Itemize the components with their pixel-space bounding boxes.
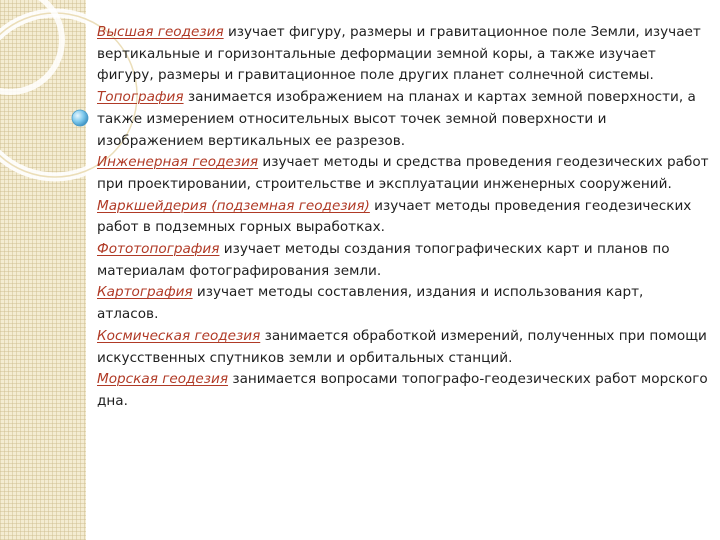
definition-text: изучает методы и средства проведения геодезических работ при проектировании, строительстве и эксплуатации инженерных сооружений. (97, 154, 709, 192)
definition-term: Фототопография (97, 241, 220, 258)
definition-paragraph (97, 87, 709, 152)
definition-term: Морская геодезия (97, 371, 229, 388)
definition-paragraph (97, 282, 709, 325)
definition-paragraph (97, 239, 709, 282)
definition-text: занимается вопросами топографо-геодезических работ морского дна. (97, 371, 708, 409)
definition-text: изучает методы составления, издания и использования карт, атласов. (97, 284, 644, 323)
definition-term: Маркшейдерия (подземная геодезия) (97, 197, 370, 214)
definitions-text (97, 22, 709, 413)
definition-paragraph (97, 196, 709, 239)
definition-paragraph (97, 326, 709, 369)
definition-term: Высшая геодезия (97, 24, 224, 40)
definition-text: изучает методы создания топографических карт и планов по материалам фотографирования земли. (97, 241, 670, 279)
definition-text: изучает фигуру, размеры и гравитационное поле Земли, изучает вертикальные и горизонтальные деформации земной коры, а также изучает фигуру, размеры и гравитационное поле других планет солнечной системы. (97, 24, 701, 84)
definition-term: Топография (97, 89, 184, 106)
definition-term: Картография (97, 284, 193, 301)
definition-text: занимается изображением на планах и картах земной поверхности, а также измерением относительных высот точек земной поверхности и изображением вертикальных ее разрезов. (97, 89, 696, 149)
definition-term: Космическая геодезия (97, 327, 261, 344)
definition-paragraph (97, 369, 709, 412)
definition-paragraph (97, 152, 709, 195)
definition-paragraph (97, 22, 709, 87)
definition-text: занимается обработкой измерений, полученных при помощи искусственных спутников земли и орбитальных станций. (97, 327, 707, 366)
definition-term: Инженерная геодезия (97, 154, 259, 171)
definition-text: изучает методы проведения геодезических работ в подземных горных выработках. (97, 197, 692, 236)
decorative-side-strip (0, 0, 86, 540)
